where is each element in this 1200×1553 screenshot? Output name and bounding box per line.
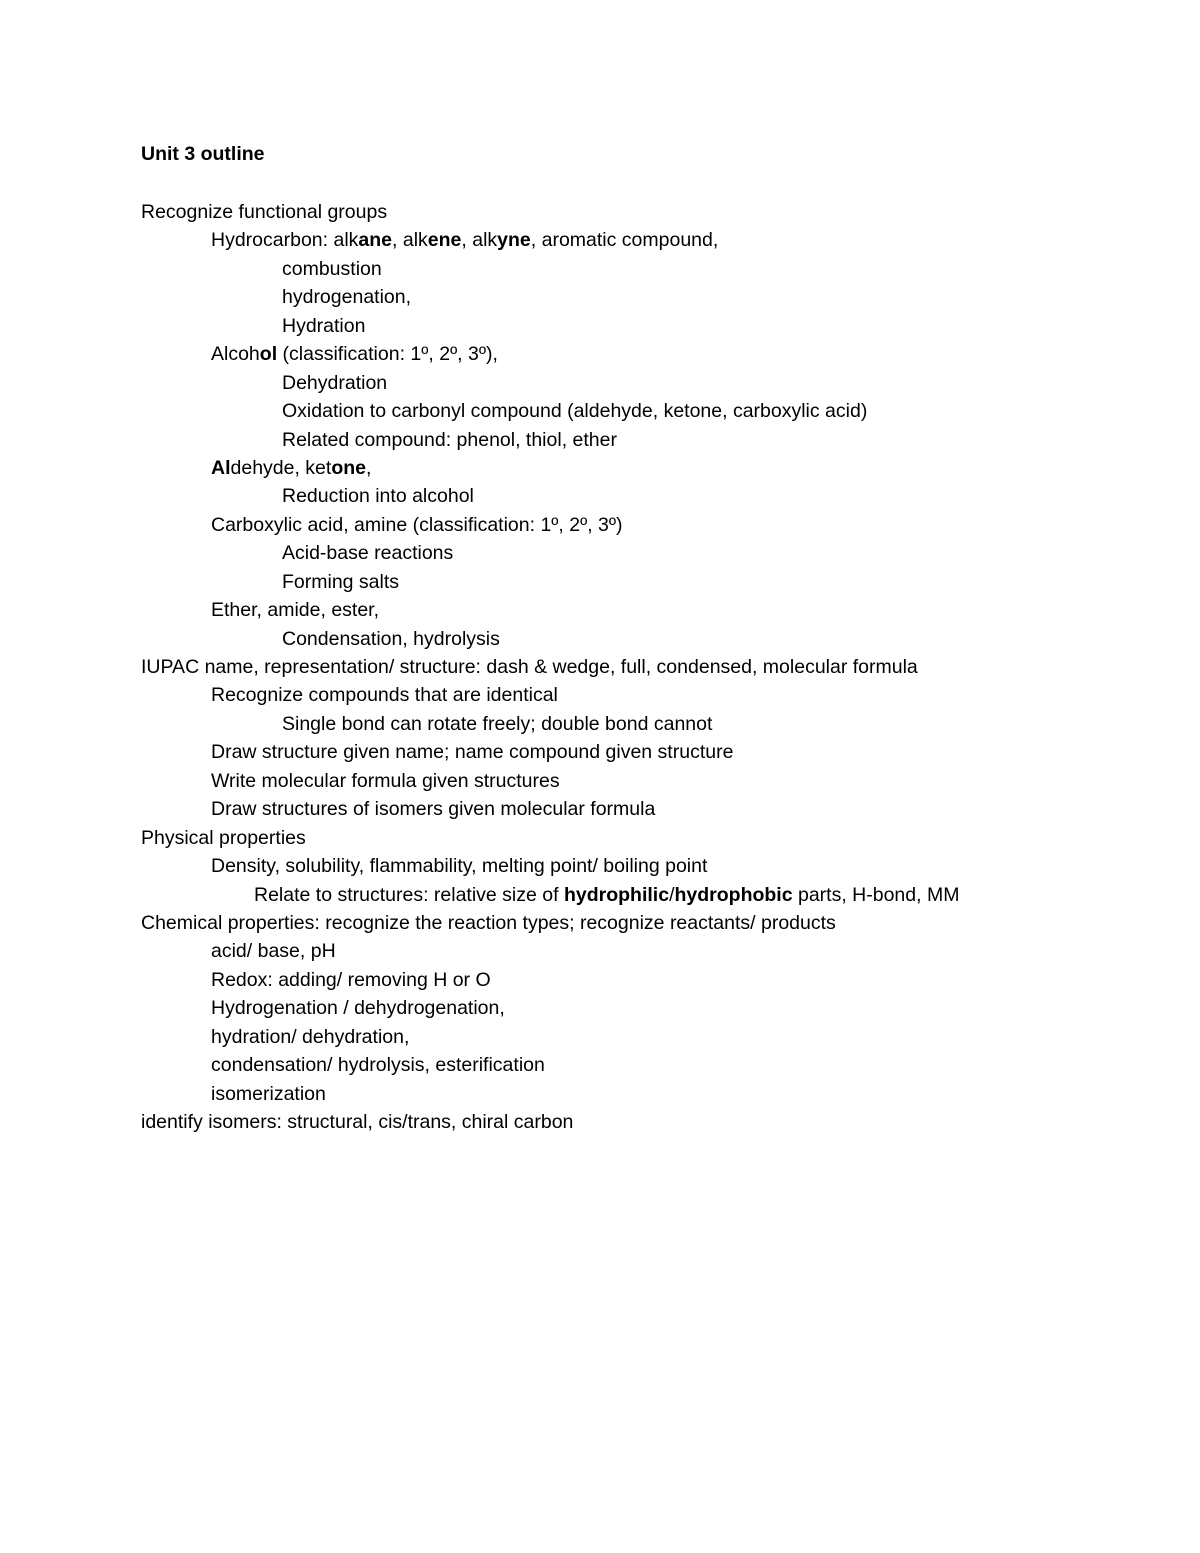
outline-line bbox=[141, 596, 959, 624]
page-title: Unit 3 outline bbox=[141, 143, 265, 165]
outline-line bbox=[141, 226, 959, 254]
outline-text: / bbox=[669, 883, 675, 906]
outline-text: Alcoh bbox=[211, 343, 260, 366]
outline-line bbox=[141, 426, 959, 454]
outline-text: combustion bbox=[282, 257, 382, 280]
outline-text: Redox: adding/ removing H or O bbox=[211, 968, 491, 991]
outline-line bbox=[141, 283, 959, 311]
outline-line bbox=[141, 881, 959, 909]
outline-text: parts, H-bond, MM bbox=[792, 883, 960, 906]
outline-text-bold: ene bbox=[427, 229, 462, 252]
outline-text: IUPAC name, representation/ structure: dash & wedge, full, condensed, molecular formula bbox=[141, 656, 918, 678]
outline-line bbox=[141, 937, 959, 965]
outline-text: Recognize compounds that are identical bbox=[211, 684, 558, 707]
outline-line bbox=[141, 738, 959, 766]
outline-text: Related compound: phenol, thiol, ether bbox=[282, 428, 617, 451]
outline-text: Recognize functional groups bbox=[141, 201, 388, 223]
outline-text: hydrogenation, bbox=[282, 286, 412, 309]
outline-line bbox=[141, 681, 959, 709]
outline-line bbox=[141, 1023, 959, 1051]
outline-text: condensation/ hydrolysis, esterification bbox=[211, 1054, 545, 1077]
outline-text-bold: Al bbox=[211, 456, 231, 479]
outline-line bbox=[141, 369, 959, 397]
outline-text: hydration/ dehydration, bbox=[211, 1025, 410, 1048]
outline-text: Reduction into alcohol bbox=[282, 485, 474, 508]
outline-text-bold: hydrophilic bbox=[563, 883, 670, 906]
outline-text: isomerization bbox=[211, 1082, 326, 1105]
outline-line bbox=[141, 198, 959, 226]
outline-line bbox=[141, 909, 959, 937]
outline-text-bold: one bbox=[331, 456, 366, 479]
outline-line bbox=[141, 1108, 959, 1136]
outline-text: Relate to structures: relative size of bbox=[254, 883, 564, 906]
outline-line bbox=[141, 511, 959, 539]
outline-line bbox=[141, 397, 959, 425]
outline-text: , alk bbox=[392, 229, 428, 252]
outline-text: (classification: 1º, 2º, 3º), bbox=[277, 343, 498, 366]
outline-text: Chemical properties: recognize the reaction types; recognize reactants/ products bbox=[141, 911, 836, 934]
outline-line bbox=[141, 454, 959, 482]
outline-text: Physical properties bbox=[141, 826, 306, 849]
outline-line bbox=[141, 625, 959, 653]
outline-list bbox=[141, 198, 959, 1136]
outline-text: Forming salts bbox=[282, 570, 400, 593]
outline-text: Single bond can rotate freely; double bond cannot bbox=[282, 712, 713, 735]
outline-line bbox=[141, 966, 959, 994]
outline-text: Density, solubility, flammability, melting point/ boiling point bbox=[211, 855, 708, 878]
outline-line bbox=[141, 994, 959, 1022]
outline-text: , alk bbox=[461, 229, 498, 252]
outline-line bbox=[141, 795, 959, 823]
outline-line bbox=[141, 767, 959, 795]
outline-text: Carboxylic acid, amine (classification: 1º, 2º, 3º) bbox=[211, 513, 623, 536]
outline-line bbox=[141, 1080, 959, 1108]
outline-line bbox=[141, 340, 959, 368]
outline-line bbox=[141, 653, 959, 681]
outline-line bbox=[141, 255, 959, 283]
outline-text: Hydration bbox=[282, 314, 366, 337]
outline-text: , aromatic compound, bbox=[530, 229, 719, 252]
outline-text-bold: ol bbox=[259, 343, 278, 366]
outline-text: identify isomers: structural, cis/trans, chiral carbon bbox=[141, 1111, 574, 1133]
outline-text: Condensation, hydrolysis bbox=[282, 627, 500, 650]
outline-text: Oxidation to carbonyl compound (aldehyde, ketone, carboxylic acid) bbox=[282, 400, 868, 423]
outline-text: Dehydration bbox=[282, 371, 388, 394]
outline-text: Ether, amide, ester, bbox=[211, 599, 380, 622]
outline-line bbox=[141, 710, 959, 738]
outline-line bbox=[141, 852, 959, 880]
outline-line bbox=[141, 539, 959, 567]
outline-text: Draw structure given name; name compound given structure bbox=[211, 741, 734, 764]
outline-text-bold: ane bbox=[358, 229, 393, 252]
outline-line bbox=[141, 824, 959, 852]
outline-text: Draw structures of isomers given molecular formula bbox=[211, 798, 656, 821]
outline-line bbox=[141, 568, 959, 596]
outline-text-bold: yne bbox=[497, 229, 531, 252]
outline-text: Write molecular formula given structures bbox=[211, 769, 560, 792]
outline-text: Hydrocarbon: alk bbox=[211, 229, 359, 252]
outline-line bbox=[141, 312, 959, 340]
outline-text: dehyde, ket bbox=[230, 456, 332, 479]
outline-text: Acid-base reactions bbox=[282, 542, 454, 565]
outline-text: acid/ base, pH bbox=[211, 940, 336, 963]
outline-line bbox=[141, 482, 959, 510]
outline-text: Hydrogenation / dehydrogenation, bbox=[211, 997, 505, 1020]
outline-text-bold: hydrophobic bbox=[674, 883, 793, 906]
outline-text: , bbox=[366, 456, 372, 479]
outline-line bbox=[141, 1051, 959, 1079]
